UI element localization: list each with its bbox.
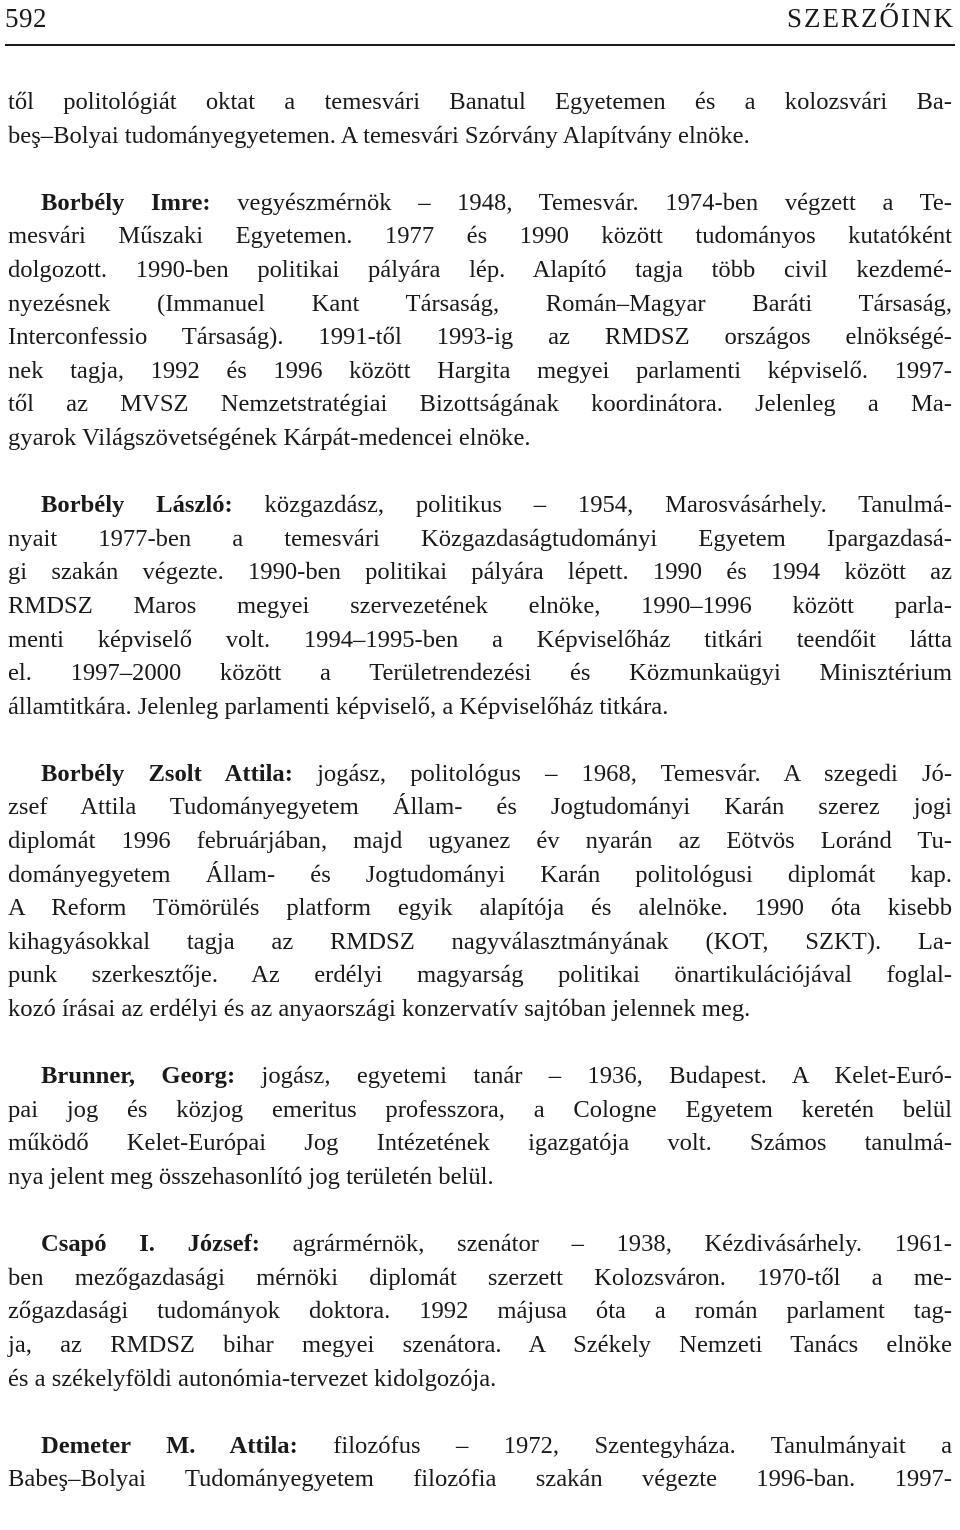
text-line: zőgazdasági tudományok doktora. 1992 májusa óta a román parlament tag- [8,1297,952,1325]
author-name: Borbély László: [41,491,233,519]
text-line: től politológiát oktat a temesvári Banatul Egyetemen és a kolozsvári Ba- [8,88,952,115]
paragraph-continuation [8,85,952,152]
text-line: punk szerkesztője. Az erdélyi magyarság politikai önartikulációjával foglal- [8,961,952,989]
text-line: gi szakán végezte. 1990-ben politikai pályára lépett. 1990 és 1994 között az [8,558,952,586]
text-line: ja, az RMDSZ bihar megyei szenátora. A Székely Nemzeti Tanács elnöke [8,1330,952,1358]
text-line: diplomát 1996 februárjában, majd ugyanez év nyarán az Eötvös Loránd Tu- [8,827,952,855]
text-line: mesvári Műszaki Egyetemen. 1977 és 1990 között tudományos kutatóként [8,222,952,250]
text-line: nya jelent meg összehasonlító jog területén belül. [8,1163,494,1190]
running-header [5,0,955,46]
author-name: Borbély Imre: [41,188,211,216]
text-line: működő Kelet-Európai Jog Intézetének igazgatója volt. Számos tanulmá- [8,1129,952,1157]
author-name: Brunner, Georg: [41,1062,236,1090]
text-line: nyezésnek (Immanuel Kant Társaság, Román–Magyar Baráti Társaság, [8,289,952,317]
text-line: dományegyetem Állam- és Jogtudományi Karán politológusi diplomát kap. [8,860,952,888]
text-line: államtitkára. Jelenleg parlamenti képviselő, a Képviselőház titkára. [8,692,669,720]
text-line [8,757,952,791]
text-line: és a székelyföldi autonómia-tervezet kidolgozója. [8,1364,497,1392]
entry-lead: vegyészmérnök – 1948, Temesvár. 1974-ben végzett a Te- [210,188,952,216]
author-name: Borbély Zsolt Attila: [41,759,293,787]
author-entry-brunner-georg [8,1059,952,1193]
entry-lead: közgazdász, politikus – 1954, Marosvásárhely. Tanulmá- [232,491,952,519]
text-line: Babeş–Bolyai Tudományegyetem filozófia szakán végezte 1996-ban. 1997- [8,1465,952,1493]
text-line: kihagyásokkal tagja az RMDSZ nagyválasztmányának (KOT, SZKT). La- [8,927,952,955]
text-line [8,1227,952,1261]
entry-lead: agrármérnök, szenátor – 1938, Kézdivásárhely. 1961- [259,1230,952,1258]
text-line: Interconfessio Társaság). 1991-től 1993-ig az RMDSZ országos elnökségé- [8,323,952,351]
text-line: pai jog és közjog emeritus professzora, a Cologne Egyetem keretén belül [8,1095,952,1123]
text-line: RMDSZ Maros megyei szervezetének elnöke, 1990–1996 között parla- [8,591,952,619]
text-line: dolgozott. 1990-ben politikai pályára lép. Alapító tagja több civil kezdemé- [8,255,952,283]
author-name: Csapó I. József: [41,1230,260,1258]
text-line: beş–Bolyai tudományegyetemen. A temesvári Szórvány Alapítvány elnöke. [8,121,750,149]
text-line: ben mezőgazdasági mérnöki diplomát szerzett Kolozsváron. 1970-től a me- [8,1263,952,1291]
author-entry-csapo-jozsef [8,1227,952,1395]
author-entry-borbely-zsolt-attila [8,757,952,1026]
text-line: től az MVSZ Nemzetstratégiai Bizottságának koordinátora. Jelenleg a Ma- [8,390,952,418]
text-line [8,1429,952,1463]
entry-lead: jogász, egyetemi tanár – 1936, Budapest. A Kelet-Euró- [235,1062,952,1090]
section-title: SZERZŐINK [787,3,955,33]
text-line: el. 1997–2000 között a Területrendezési és Közmunkaügyi Minisztérium [8,659,952,687]
text-line: zsef Attila Tudományegyetem Állam- és Jogtudományi Karán szerez jogi [8,793,952,821]
text-line: nek tagja, 1992 és 1996 között Hargita megyei parlamenti képviselő. 1997- [8,356,952,384]
author-name: Demeter M. Attila: [41,1431,298,1459]
text-line [8,1059,952,1093]
body-text [8,85,952,1530]
text-line: kozó írásai az erdélyi és az anyaországi konzervatív sajtóban jelennek meg. [8,995,751,1023]
author-entry-demeter-attila [8,1429,952,1496]
text-line: nyait 1977-ben a temesvári Közgazdaságtudományi Egyetem Ipargazdasá- [8,524,952,552]
author-entry-borbely-laszlo [8,488,952,723]
page-number: 592 [5,3,47,33]
entry-lead: jogász, politológus – 1968, Temesvár. A szegedi Jó- [292,759,953,787]
entry-lead: filozófus – 1972, Szentegyháza. Tanulmányait a [297,1431,952,1459]
text-line [8,488,952,522]
author-entry-borbely-imre [8,186,952,455]
text-line: menti képviselő volt. 1994–1995-ben a Képviselőház titkári teendőit látta [8,625,952,653]
text-line: gyarok Világszövetségének Kárpát-medencei elnöke. [8,423,531,451]
text-line [8,186,952,220]
text-line: A Reform Tömörülés platform egyik alapítója és alelnöke. 1990 óta kisebb [8,894,952,922]
